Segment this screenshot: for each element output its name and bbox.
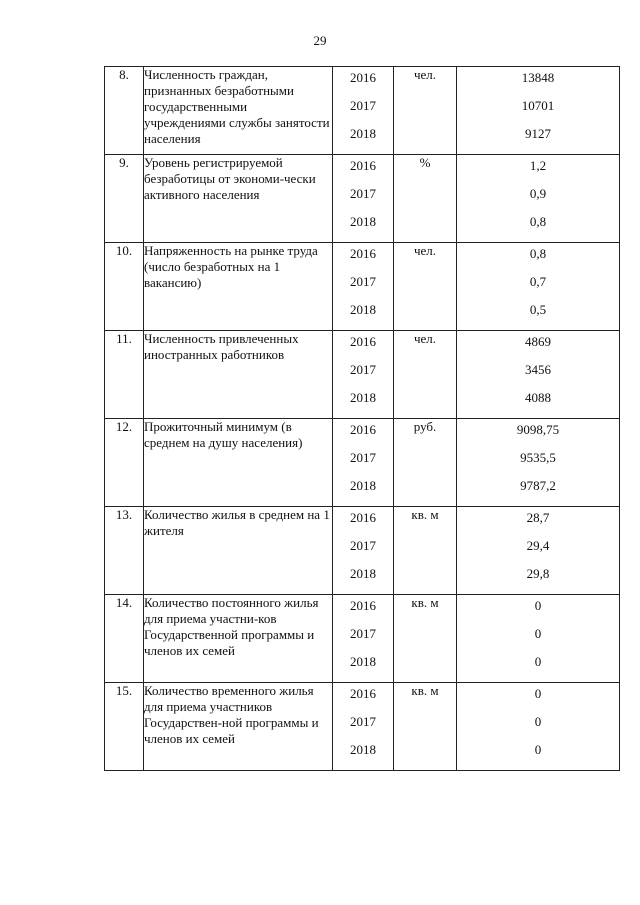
value: 9787,2 xyxy=(520,478,556,493)
years-cell xyxy=(333,507,394,595)
years-cell xyxy=(333,331,394,419)
row-number: 11. xyxy=(105,331,144,419)
value: 0 xyxy=(534,626,542,641)
value: 10701 xyxy=(521,98,555,113)
year: 2018 xyxy=(350,478,376,493)
statistics-table xyxy=(104,66,620,771)
row-number: 15. xyxy=(105,683,144,771)
value: 9535,5 xyxy=(520,450,556,465)
value: 9127 xyxy=(525,126,551,141)
year: 2018 xyxy=(350,214,376,229)
unit: кв. м xyxy=(394,507,457,595)
values-cell xyxy=(457,595,620,683)
value: 0 xyxy=(534,686,542,701)
year: 2016 xyxy=(350,334,376,349)
year: 2018 xyxy=(350,302,376,317)
years-cell xyxy=(333,683,394,771)
table-row xyxy=(105,67,620,155)
table-row xyxy=(105,419,620,507)
table-row xyxy=(105,331,620,419)
table-row xyxy=(105,243,620,331)
years-cell xyxy=(333,595,394,683)
year: 2018 xyxy=(350,654,376,669)
indicator-name: Численность привлеченных иностранных работников xyxy=(144,331,333,419)
values-cell xyxy=(457,507,620,595)
values-cell xyxy=(457,243,620,331)
year: 2016 xyxy=(350,70,376,85)
table-row xyxy=(105,595,620,683)
value: 0,8 xyxy=(529,214,547,229)
indicator-name: Уровень регистрируемой безработицы от экономи-чески активного населения xyxy=(144,155,333,243)
year: 2016 xyxy=(350,422,376,437)
unit: чел. xyxy=(394,331,457,419)
unit: чел. xyxy=(394,67,457,155)
row-number: 12. xyxy=(105,419,144,507)
year: 2017 xyxy=(350,98,376,113)
value: 4088 xyxy=(525,390,551,405)
value: 0,5 xyxy=(529,302,547,317)
indicator-name: Количество временного жилья для приема участников Государствен-ной программы и членов их семей xyxy=(144,683,333,771)
value: 28,7 xyxy=(526,510,550,525)
value: 0 xyxy=(534,714,542,729)
unit: кв. м xyxy=(394,595,457,683)
value: 9098,75 xyxy=(516,422,560,437)
year: 2016 xyxy=(350,510,376,525)
row-number: 14. xyxy=(105,595,144,683)
value: 0,8 xyxy=(529,246,547,261)
indicator-name: Количество постоянного жилья для приема участни-ков Государственной программы и членов их семей xyxy=(144,595,333,683)
value: 13848 xyxy=(521,70,555,85)
year: 2017 xyxy=(350,626,376,641)
year: 2016 xyxy=(350,686,376,701)
values-cell xyxy=(457,155,620,243)
table-row xyxy=(105,507,620,595)
unit: кв. м xyxy=(394,683,457,771)
year: 2018 xyxy=(350,566,376,581)
value: 0,7 xyxy=(529,274,547,289)
year: 2018 xyxy=(350,742,376,757)
year: 2017 xyxy=(350,538,376,553)
value: 3456 xyxy=(525,362,551,377)
indicator-name: Прожиточный минимум (в среднем на душу населения) xyxy=(144,419,333,507)
values-cell xyxy=(457,683,620,771)
unit: чел. xyxy=(394,243,457,331)
years-cell xyxy=(333,67,394,155)
year: 2016 xyxy=(350,246,376,261)
years-cell xyxy=(333,243,394,331)
row-number: 9. xyxy=(105,155,144,243)
year: 2017 xyxy=(350,186,376,201)
years-cell xyxy=(333,155,394,243)
row-number: 8. xyxy=(105,67,144,155)
row-number: 13. xyxy=(105,507,144,595)
row-number: 10. xyxy=(105,243,144,331)
value: 0 xyxy=(534,654,542,669)
value: 29,8 xyxy=(526,566,550,581)
value: 1,2 xyxy=(529,158,547,173)
year: 2017 xyxy=(350,274,376,289)
table-body xyxy=(105,67,620,771)
value: 0 xyxy=(534,742,542,757)
values-cell xyxy=(457,67,620,155)
unit: руб. xyxy=(394,419,457,507)
years-cell xyxy=(333,419,394,507)
value: 29,4 xyxy=(526,538,550,553)
year: 2017 xyxy=(350,450,376,465)
indicator-name: Напряженность на рынке труда (число безработных на 1 вакансию) xyxy=(144,243,333,331)
value: 0,9 xyxy=(529,186,547,201)
unit: % xyxy=(394,155,457,243)
year: 2018 xyxy=(350,126,376,141)
values-cell xyxy=(457,331,620,419)
year: 2017 xyxy=(350,714,376,729)
year: 2016 xyxy=(350,158,376,173)
table-row xyxy=(105,683,620,771)
value: 4869 xyxy=(525,334,551,349)
indicator-name: Численность граждан, признанных безработными государственными учреждениями службы занятости населения xyxy=(144,67,333,155)
indicator-name: Количество жилья в среднем на 1 жителя xyxy=(144,507,333,595)
values-cell xyxy=(457,419,620,507)
value: 0 xyxy=(534,598,542,613)
table-row xyxy=(105,155,620,243)
year: 2016 xyxy=(350,598,376,613)
year: 2018 xyxy=(350,390,376,405)
year: 2017 xyxy=(350,362,376,377)
page-number: 29 xyxy=(313,33,327,48)
